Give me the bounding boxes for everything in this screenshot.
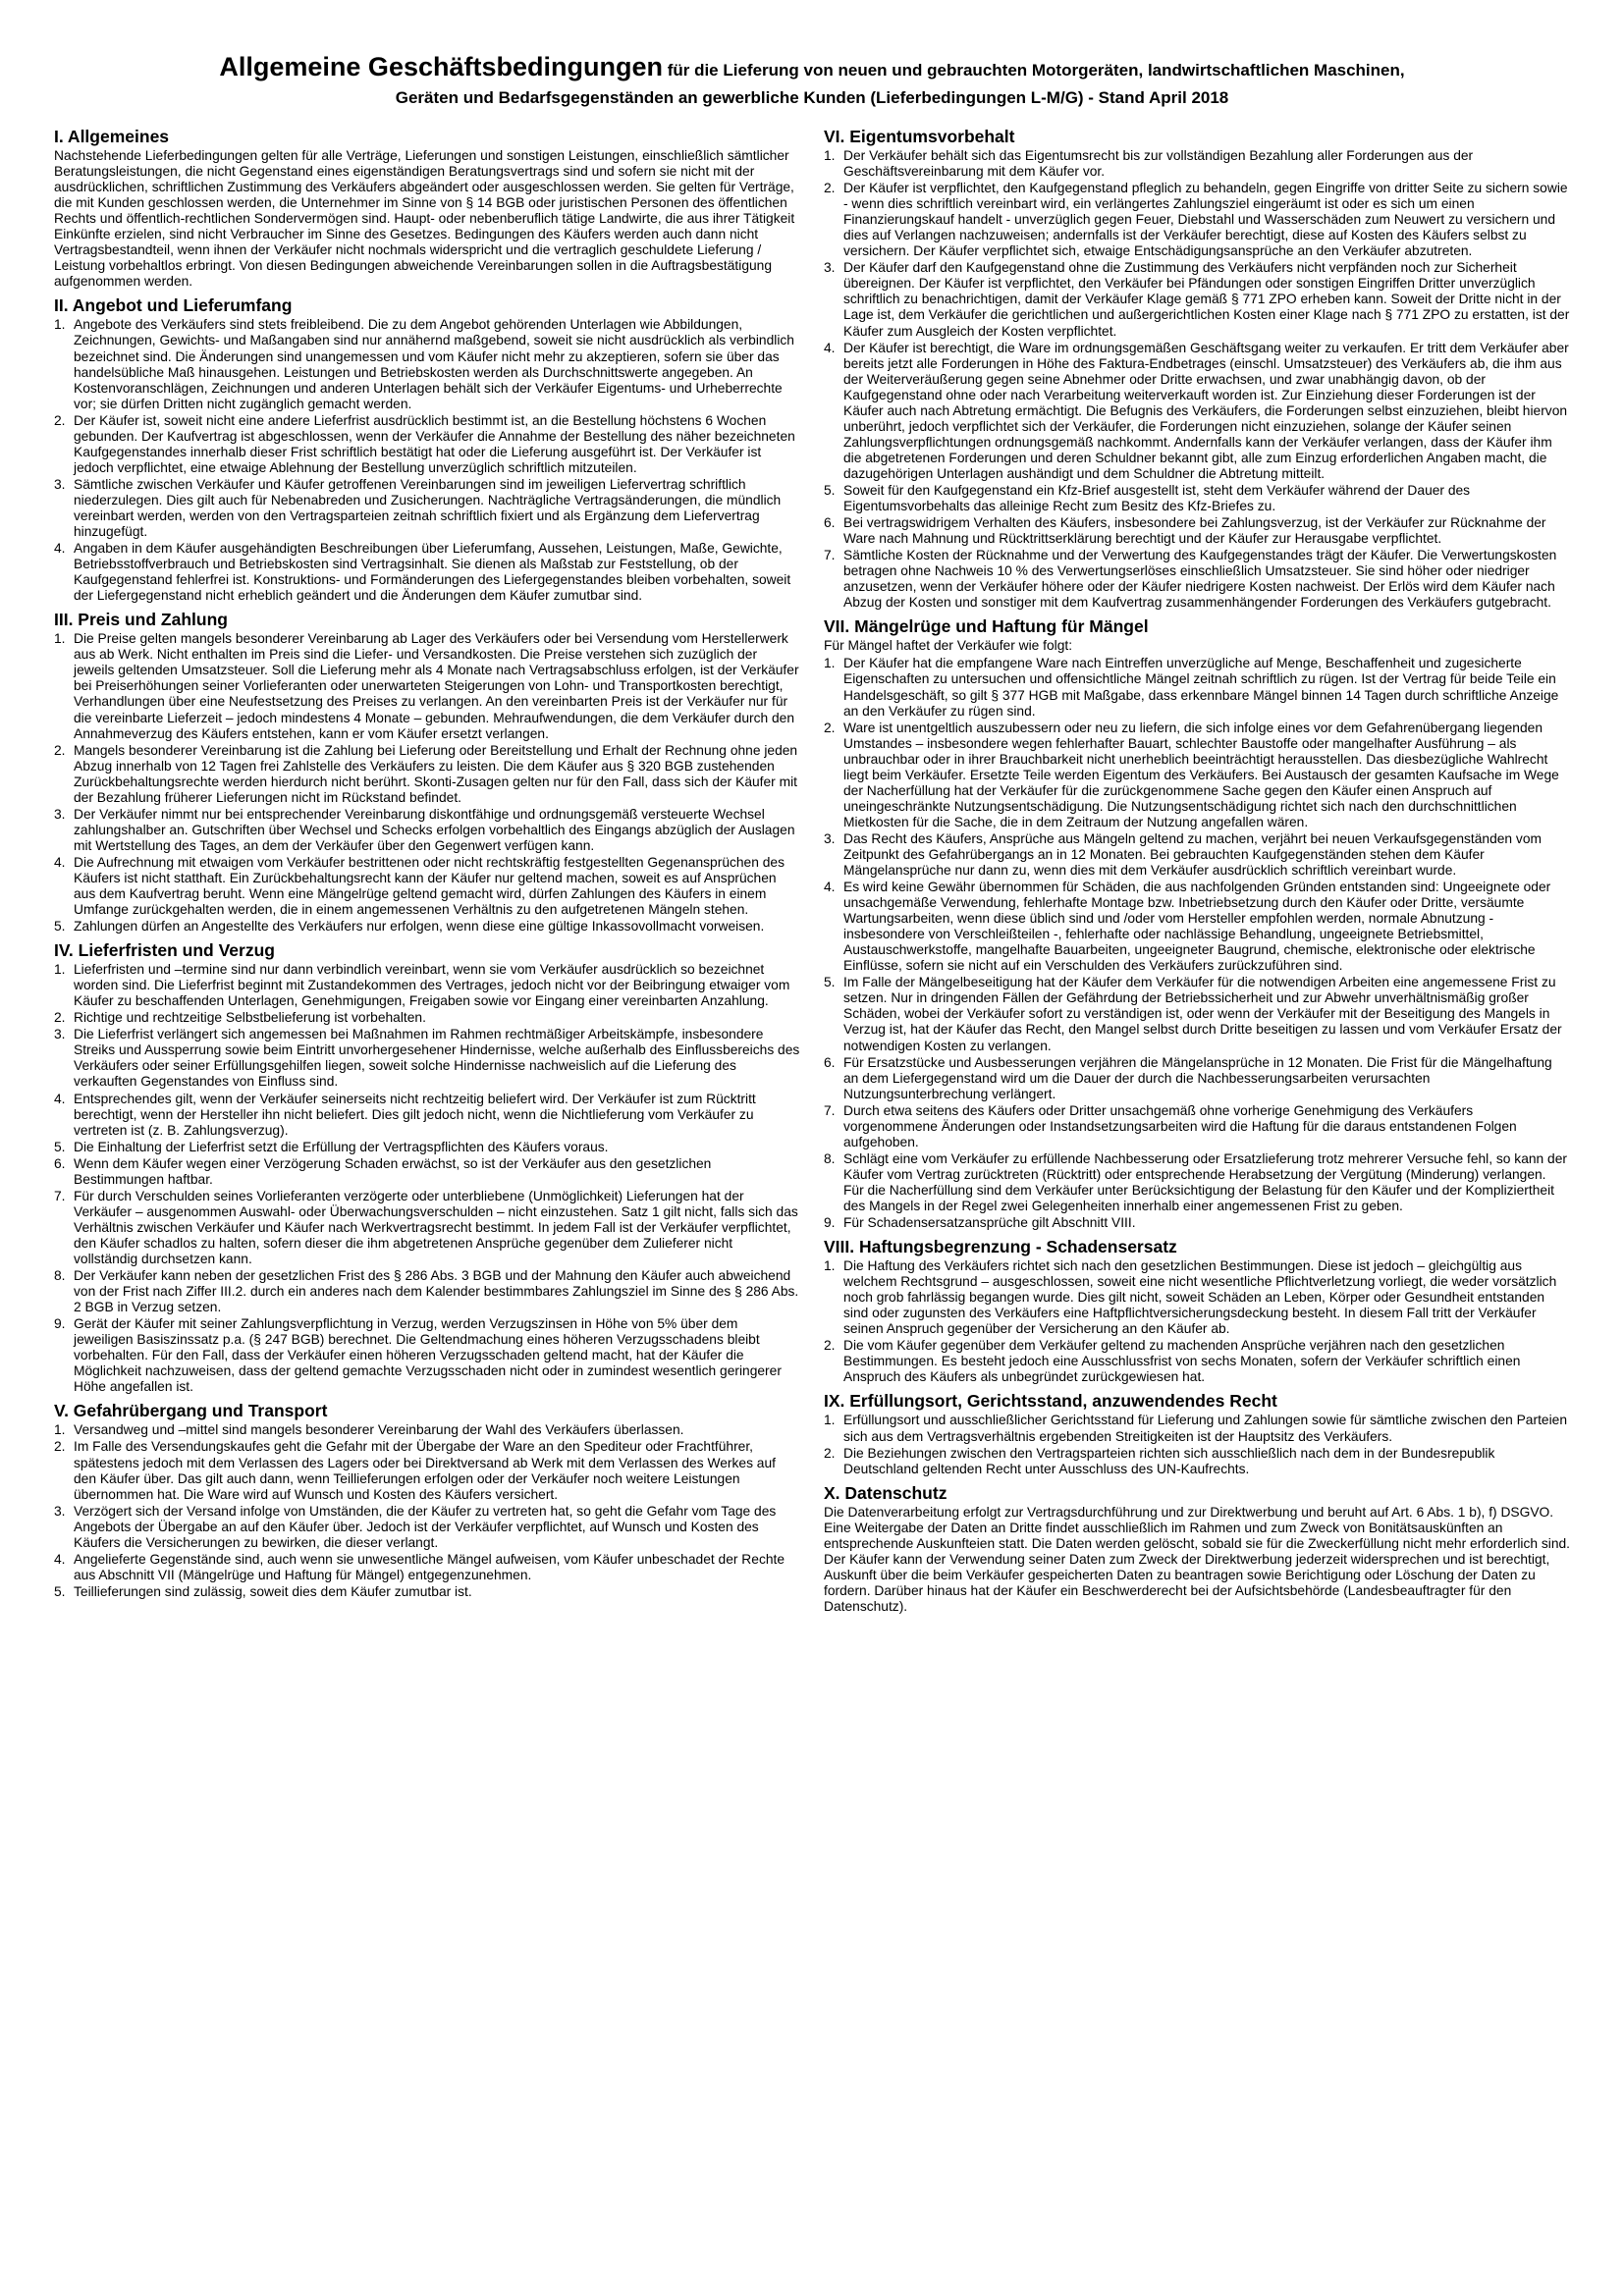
clause-text: Die Preise gelten mangels besonderer Vereinbarung ab Lager des Verkäufers oder bei Versendung vom Herstellerwerk aus ab Werk. Nicht enthalten im Preis sind die Liefer- und Versandkosten. Die Preise verstehen sich zuzüglich der jeweils geltenden Umsatzsteuer. Soll die Lieferung mehr als 4 Monate nach Vertragsabschluss erfolgen, ist der Verkäufer bei Preiserhöhungen seiner Vorlieferanten oder unerwarteten Steigerungen von Lohn- und Transportkosten berechtigt, Verhandlungen über eine Neufestsetzung des Preises zu verlangen. An den vereinbarten Preis ist der Verkäufer nur für die vereinbarte Lieferzeit – jedoch mindestens 4 Monate – gebunden. Mehraufwendungen, die dem Verkäufer durch den Annahmeverzug des Käufers entstehen, kann er vom Käufer ersetzt verlangen. <box>74 631 799 741</box>
clause-text: Der Verkäufer kann neben der gesetzlichen Frist des § 286 Abs. 3 BGB und der Mahnung den Käufer auch abweichend von der Frist nach Ziffer III.2. durch ein anderes nach dem Kalender bestimmbares Zahlungsziel im Sinne des § 286 Abs. 2 BGB in Verzug setzen. <box>74 1268 799 1315</box>
right-column <box>824 121 1570 1617</box>
clause-text: Der Käufer ist, soweit nicht eine andere Lieferfrist ausdrücklich bestimmt ist, an die Bestellung höchstens 6 Wochen gebunden. Der Kaufvertrag ist abgeschlossen, wenn der Verkäufer die Annahme der Bestellung des näher bezeichneten Kaufgegenstandes innerhalb dieser Frist schriftlich bestätigt hat oder die Lieferung ausgeführt ist. Der Verkäufer ist jedoch verpflichtet, eine etwaige Ablehnung der Bestellung unverzüglich schriftlich mitzuteilen. <box>74 412 795 475</box>
clause-number: 2. <box>824 181 836 196</box>
clause-item <box>824 548 1570 611</box>
clause-text: Für Schadensersatzansprüche gilt Abschnitt VIII. <box>843 1215 1136 1231</box>
clause-item <box>824 975 1570 1053</box>
clause-number: 2. <box>54 412 66 428</box>
clause-text: Richtige und rechtzeitige Selbstbelieferung ist vorbehalten. <box>74 1010 426 1026</box>
section-3 <box>54 610 800 934</box>
clause-number: 3. <box>54 1503 66 1519</box>
clause-number: 9. <box>54 1316 66 1332</box>
clause-item <box>54 1092 800 1139</box>
clause-item <box>54 807 800 854</box>
clause-number: 2. <box>54 1010 66 1026</box>
clause-number: 4. <box>54 1551 66 1567</box>
clause-item <box>824 1338 1570 1385</box>
clause-item <box>54 477 800 540</box>
section-7 <box>824 616 1570 1231</box>
clause-item <box>54 1316 800 1395</box>
clause-text: Der Käufer darf den Kaufgegenstand ohne die Zustimmung des Verkäufers nicht verpfänden noch zur Sicherheit übereignen. Der Käufer ist verpflichtet, den Verkäufer bei Pfändungen oder sonstigen Eingriffen Dritter unverzüglich schriftlich zu benachrichtigen, damit der Verkäufer Klage gemäß § 771 ZPO erheben kann. Soweit der Dritte nicht in der Lage ist, dem Verkäufer die gerichtlichen und außergerichtlichen Kosten einer Klage nach § 771 ZPO zu erstatten, ist der Käufer zum Ausgleich der Kosten verpflichtet. <box>843 260 1570 339</box>
clause-item <box>54 919 800 934</box>
clause-item <box>824 1413 1570 1444</box>
clause-list <box>54 631 800 934</box>
clause-text: Bei vertragswidrigem Verhalten des Käufers, insbesondere bei Zahlungsverzug, ist der Verkäufer zur Rücknahme der Ware nach Mahnung und Rücktrittserklärung berechtigt und der Käufer zur Herausgabe verpflichtet. <box>843 515 1546 547</box>
clause-text: Sämtliche Kosten der Rücknahme und der Verwertung des Kaufgegenstandes trägt der Käufer. Die Verwertungskosten betragen ohne Nachweis 10 % des Verwertungserlöses einschließlich Umsatzsteuer. Sie sind höher oder niedriger anzusetzen, wenn der Verkäufer höhere oder der Käufer niedrigere Kosten nachweist. Der Erlös wird dem Käufer nach Abzug der Kosten und sonstiger mit dem Kaufvertrag zusammenhängender Forderungen des Verkäufers gutgebracht. <box>843 548 1557 611</box>
clause-text: Das Recht des Käufers, Ansprüche aus Mängeln geltend zu machen, verjährt bei neuen Verkaufsgegenständen vom Zeitpunkt des Gefahrübergangs an in 12 Monaten. Bei gebrauchten Kaufgegenständen stehen dem Käufer Mängelansprüche nur dann zu, wenn dies mit dem Verkäufer ausdrücklich schriftlich vereinbart wurde. <box>843 830 1542 879</box>
document-title: Allgemeine Geschäftsbedingungen <box>219 54 663 81</box>
clause-text: Erfüllungsort und ausschließlicher Gerichtsstand für Lieferung und Zahlungen sowie für sämtliche zwischen den Parteien sich aus dem Vertragsverhältnis ergebenden Streitigkeiten ist der Hauptsitz des Verkäufers. <box>843 1413 1567 1444</box>
section-6 <box>824 127 1570 611</box>
clause-number: 5. <box>54 1583 66 1599</box>
clause-number: 2. <box>824 720 836 735</box>
clause-text: Im Falle der Mängelbeseitigung hat der Käufer dem Verkäufer für die notwendigen Arbeiten eine angemessene Frist zu setzen. Nur in dringenden Fällen der Gefährdung der Betriebssicherheit und zur Abwehr unverhältnismäßig großer Schäden, wobei der Verkäufer sofort zu verständigen ist, oder wenn der Verkäufer mit der Beseitigung des Mangels in Verzug ist, hat der Käufer das Recht, den Mangel selbst durch Dritte beseitigen zu lassen und vom Verkäufer Ersatz der notwendigen Kosten zu verlangen. <box>843 975 1562 1053</box>
clause-number: 2. <box>824 1338 836 1354</box>
section-8 <box>824 1237 1570 1385</box>
clause-number: 1. <box>824 656 836 671</box>
clause-number: 3. <box>824 830 836 846</box>
clause-number: 4. <box>824 880 836 895</box>
document-title-continuation: für die Lieferung von neuen und gebrauchten Motorgeräten, landwirtschaftlichen Maschinen, <box>662 61 1405 80</box>
clause-number: 3. <box>54 806 66 822</box>
clause-list <box>54 317 800 604</box>
clause-item <box>824 1151 1570 1214</box>
section-heading: II. Angebot und Lieferumfang <box>54 295 293 316</box>
clause-text: Die Lieferfrist verlängert sich angemessen bei Maßnahmen im Rahmen rechtmäßiger Arbeitskämpfe, insbesondere Streiks und Aussperrung sowie beim Eintritt unvorhergesehener Hindernisse, welche außerhalb des Einflussbereichs des Verkäufers oder seiner Erfüllungsgehilfen liegen, soweit solche Hindernisse nachweislich auf die Lieferung des verkauften Gegenstandes von Einfluss sind. <box>74 1027 800 1090</box>
clause-text: Soweit für den Kaufgegenstand ein Kfz-Brief ausgestellt ist, steht dem Verkäufer während der Dauer des Eigentumsvorbehalts das alleinige Recht zum Besitz des Kfz-Briefes zu. <box>843 482 1471 514</box>
clause-number: 3. <box>54 1027 66 1042</box>
section-intro: Nachstehende Lieferbedingungen gelten für alle Verträge, Lieferungen und sonstigen Leistungen, einschließlich sämtlicher Beratungsleistungen, die nicht Gegenstand eines eigenständigen Beratungsvertrags sind und sofern sie nicht mit der ausdrücklichen, schriftlichen Zustimmung des Verkäufers abgeändert oder ausgeschlossen werden. Sie gelten für Verträge, die mit Kunden geschlossen werden, die Unternehmer im Sinne von § 14 BGB oder juristischen Personen des öffentlichen Rechts und öffentlich-rechtlichen Sondervermögen sind. Haupt- oder nebenberuflich tätige Landwirte, die aus ihrer Tätigkeit Einkünfte erzielen, sind nicht Verbraucher im Sinne des Gesetzes. Bedingungen des Käufers werden auch dann nicht Vertragsbestandteil, wenn ihnen der Verkäufer nicht nochmals widerspricht und die vertraglich geschuldete Lieferung / Leistung vorbehaltlos erbringt. Von diesen Bedingungen abweichende Vereinbarungen sollen in die Auftragsbestätigung aufgenommen werden. <box>54 148 795 290</box>
clause-text: Der Käufer ist verpflichtet, den Kaufgegenstand pfleglich zu behandeln, gegen Eingriffe von dritter Seite zu sichern sowie - wenn dies schriftlich vereinbart wird, ein verlängertes Zahlungsziel eingeräumt ist oder es sich um einen Finanzierungskauf handelt - unverzüglich gegen Feuer, Diebstahl und Wasserschäden zum Neuwert zu versichern und dies auf Verlangen nachzuweisen; andernfalls ist der Verkäufer berechtigt, diese auf Kosten des Käufers selbst zu versichern. Der Käufer verpflichtet sich, etwaige Entschädigungsansprüche an den Verkäufer abzutreten. <box>843 181 1568 259</box>
clause-item <box>824 515 1570 547</box>
clause-item <box>824 1446 1570 1477</box>
clause-number: 2. <box>824 1445 836 1461</box>
clause-item <box>54 962 800 1009</box>
clause-text: Sämtliche zwischen Verkäufer und Käufer getroffenen Vereinbarungen sind im jeweiligen Liefervertrag schriftlich niederzulegen. Dies gilt auch für Nebenabreden und Zusicherungen. Nachträgliche Vertragsänderungen, die mündlich vereinbart werden, werden von den Vertragsparteien zeitnah schriftlich fixiert und als Ergänzung dem Liefervertrag hinzugefügt. <box>74 476 782 540</box>
section-heading: I. Allgemeines <box>54 127 170 146</box>
clause-item <box>54 1422 800 1438</box>
clause-item <box>54 1439 800 1502</box>
section-intro: Die Datenverarbeitung erfolgt zur Vertragsdurchführung und zur Direktwerbung und beruht auf Art. 6 Abs. 1 b), f) DSGVO. Eine Weitergabe der Daten an Dritte findet ausschließlich im Rahmen und zum Zweck von Bonitätsauskünften an entsprechende Auskunfteien statt. Die Daten werden gelöscht, sobald sie für die Zweckerfüllung nicht mehr erforderlich sind. Der Käufer kann der Verwendung seiner Daten zum Zweck der Direktwerbung jederzeit widersprechen und ist berechtigt, Auskunft über die beim Verkäufer gespeicherten Daten zu beantragen sowie Berichtigung oder Löschung der Daten zu fordern. Darüber hinaus hat der Käufer ein Beschwerderecht bei der Aufsichtsbehörde (Landesbeauftragter für den Datenschutz). <box>824 1504 1570 1614</box>
clause-item <box>54 855 800 918</box>
clause-list <box>54 1422 800 1600</box>
clause-number: 2. <box>54 1439 66 1455</box>
clause-number: 4. <box>54 541 66 557</box>
clause-item <box>54 413 800 476</box>
clause-list <box>54 962 800 1395</box>
clause-number: 7. <box>824 548 836 563</box>
clause-text: Die Aufrechnung mit etwaigen vom Verkäufer bestrittenen oder nicht rechtskräftig festgestellten Gegenansprüchen des Käufers ist nicht statthaft. Ein Zurückbehaltungsrecht kann der Käufer nur geltend machen, soweit es auf Ansprüchen aus dem Kaufvertrag beruht. Wenn eine Mängelrüge geltend gemacht wird, dürfen Zahlungen des Käufers in einem Umfange zurückgehalten werden, die in einem angemessenen Verhältnis zu den aufgetretenen Mängeln stehen. <box>74 854 785 918</box>
clause-item <box>824 880 1570 974</box>
clause-item <box>54 541 800 604</box>
clause-item <box>824 1258 1570 1337</box>
clause-item <box>54 1584 800 1600</box>
clause-item <box>824 181 1570 259</box>
clause-text: Lieferfristen und –termine sind nur dann verbindlich vereinbart, wenn sie vom Verkäufer ausdrücklich so bezeichnet worden sind. Die Lieferfrist beginnt mit Zustandekommen des Vertrages, jedoch nicht vor der Beibringung etwaiger vom Käufer zu beschaffenden Unterlagen, Genehmigungen, Freigaben sowie vor Eingang einer vereinbarten Anzahlung. <box>74 962 790 1009</box>
clause-number: 5. <box>824 975 836 990</box>
clause-item <box>824 341 1570 482</box>
clause-text: Mangels besonderer Vereinbarung ist die Zahlung bei Lieferung oder Bereitstellung und Erhalt der Rechnung ohne jeden Abzug innerhalb von 12 Tagen frei Zahlstelle des Verkäufers zu leisten. Die dem Käufer aus § 320 BGB zustehenden Zurückbehaltungsrechte werden hierdurch nicht berührt. Skonti-Zusagen gelten nur für den Fall, dass sich der Käufer mit der Bezahlung früherer Lieferungen nicht im Rückstand befindet. <box>74 742 798 805</box>
clause-text: Zahlungen dürfen an Angestellte des Verkäufers nur erfolgen, wenn diese eine gültige Inkassovollmacht vorweisen. <box>74 919 765 934</box>
clause-number: 1. <box>54 962 66 978</box>
clause-number: 1. <box>824 1413 836 1428</box>
section-heading: X. Datenschutz <box>824 1482 947 1503</box>
document-page <box>54 54 1570 2263</box>
clause-text: Entsprechendes gilt, wenn der Verkäufer seinerseits nicht rechtzeitig beliefert wird. Der Verkäufer ist zum Rücktritt berechtigt, wenn der Hersteller ihn nicht beliefert. Dies gilt jedoch nicht, wenn die Nichtlieferung vom Verkäufer zu vertreten ist (z. B. Zahlungsverzug). <box>74 1091 756 1138</box>
clause-text: Für Ersatzstücke und Ausbesserungen verjähren die Mängelansprüche in 12 Monaten. Die Frist für die Mängelhaftung an dem Liefergegenstand wird um die Dauer der durch die Nachbesserungsarbeiten verursachten Nutzungsunterbrechung verlängert. <box>843 1054 1552 1101</box>
clause-text: Der Käufer ist berechtigt, die Ware im ordnungsgemäßen Geschäftsgang weiter zu verkaufen. Er tritt dem Verkäufer aber bereits jetzt alle Forderungen in Höhe des Faktura-Endbetrages (einschl. Umsatzsteuer) des Verkäufers ab, die ihm aus der Weiterveräußerung gegen seine Abnehmer oder Dritte erwachsen, und zwar unabhängig davon, ob der Kaufgegenstand ohne oder nach Verarbeitung weiterverkauft worden ist. Zur Einziehung dieser Forderungen ist der Käufer auch nach Abtretung ermächtigt. Die Befugnis des Verkäufers, die Forderungen selbst einzuziehen, bleibt hiervon unberührt, jedoch verpflichtet sich der Verkäufer, die Forderungen nicht einzuziehen, solange der Käufer seinen Zahlungsverpflichtungen ordnungsgemäß nachkommt. Andernfalls kann der Verkäufer verlangen, dass der Käufer ihm die abgetretenen Forderungen und deren Schuldner bekannt gibt, alle zum Einzug erforderlichen Angaben macht, die dazugehörigen Unterlagen aushändigt und dem Schuldner die Abtretung mitteilt. <box>843 340 1569 481</box>
clause-list <box>824 148 1570 611</box>
clause-item <box>54 1156 800 1188</box>
clause-number: 1. <box>824 148 836 163</box>
clause-item <box>824 483 1570 514</box>
clause-text: Der Verkäufer behält sich das Eigentumsrecht bis zur vollständigen Bezahlung aller Forderungen aus der Geschäftsvereinbarung mit dem Käufer vor. <box>843 148 1474 180</box>
clause-text: Ware ist unentgeltlich auszubessern oder neu zu liefern, die sich infolge eines vor dem Gefahrenübergang liegenden Umstandes – insbesondere wegen fehlerhafter Bauart, schlechter Baustoffe oder mangelhafter Ausführung – als unbrauchbar oder in ihrer Brauchbarkeit nicht unerheblich beeinträchtigt herausstellen. Das diesbezügliche Wahlrecht liegt beim Verkäufer. Ersetzte Teile werden Eigentum des Verkäufers. Bei Austausch der gesamten Kaufsache im Wege der Nacherfüllung hat der Verkäufer für die zurückgenommene Sache gegen den Käufer einen Anspruch auf uneingeschränkte Nutzungsentschädigung. Die Nutzungsentschädigung richtet sich nach den durchschnittlichen Mietkosten für die Sache, die in dem Zeitraum der Nutzung angefallen wären. <box>843 720 1559 829</box>
section-heading: IV. Lieferfristen und Verzug <box>54 940 275 961</box>
clause-text: Es wird keine Gewähr übernommen für Schäden, die aus nachfolgenden Gründen entstanden sind: Ungeeignete oder unsachgemäße Verwendung, fehlerhafte Montage bzw. Inbetriebsetzung durch den Käufer oder Dritte, versäumte Wartungsarbeiten, wenn diese üblich sind und /oder vom Hersteller empfohlen werden, normale Abnutzung - insbesondere von Verschleißteilen -, fehlerhafte oder nachlässige Behandlung, ungeeignete Betriebsmittel, Austauschwerkstoffe, mangelhafte Bauarbeiten, ungeeigneter Baugrund, chemische, elektronische oder elektrische Einflüsse, sofern sie nicht auf ein Verschulden des Verkäufers zurückzuführen sind. <box>843 880 1551 974</box>
clause-number: 6. <box>824 1054 836 1070</box>
section-heading: VIII. Haftungsbegrenzung - Schadensersatz <box>824 1237 1177 1257</box>
clause-text: Die Einhaltung der Lieferfrist setzt die Erfüllung der Vertragspflichten des Käufers voraus. <box>74 1139 609 1154</box>
clause-number: 8. <box>824 1150 836 1166</box>
clause-number: 2. <box>54 742 66 758</box>
clause-number: 5. <box>54 919 66 934</box>
clause-text: Der Verkäufer nimmt nur bei entsprechender Vereinbarung diskontfähige und ordnungsgemäß versteuerte Wechsel zahlungshalber an. Gutschriften über Wechsel und Schecks erfolgen vorbehaltlich des Eingangs abzüglich der Auslagen mit Wertstellung des Tages, an dem der Verkäufer über den Gegenwert verfügen kann. <box>74 806 795 853</box>
section-2 <box>54 295 800 604</box>
section-heading: III. Preis und Zahlung <box>54 610 228 630</box>
section-intro: Für Mängel haftet der Verkäufer wie folgt: <box>824 638 1073 654</box>
clause-text: Teillieferungen sind zulässig, soweit dies dem Käufer zumutbar ist. <box>74 1583 472 1599</box>
clause-number: 4. <box>824 340 836 355</box>
clause-item <box>824 831 1570 879</box>
clause-number: 3. <box>54 476 66 492</box>
clause-text: Angaben in dem Käufer ausgehändigten Beschreibungen über Lieferumfang, Aussehen, Leistungen, Maße, Gewichte, Betriebsstoffverbrauch und Betriebskosten sind Vertragsinhalt. Sie dienen als Maßstab zur Feststellung, ob der Kaufgegenstand fehlerfrei ist. Konstruktions- und Formänderungen des Liefergegenstandes bleiben vorbehalten, soweit der Liefergegenstand nicht erheblich geändert und die Änderungen dem Käufer zumutbar sind. <box>74 541 791 604</box>
document-header <box>54 54 1570 111</box>
clause-item <box>824 260 1570 339</box>
section-1 <box>54 127 800 290</box>
clause-number: 8. <box>54 1268 66 1284</box>
clause-item <box>54 1268 800 1315</box>
clause-number: 7. <box>54 1188 66 1203</box>
clause-item <box>824 656 1570 719</box>
clause-number: 6. <box>54 1155 66 1171</box>
clause-item <box>54 1027 800 1090</box>
clause-text: Angelieferte Gegenstände sind, auch wenn sie unwesentliche Mängel aufweisen, vom Käufer unbeschadet der Rechte aus Abschnitt VII (Mängelrüge und Haftung für Mängel) entgegenzunehmen. <box>74 1551 785 1582</box>
clause-text: Die vom Käufer gegenüber dem Verkäufer geltend zu machenden Ansprüche verjähren nach den gesetzlichen Bestimmungen. Es besteht jedoch eine Ausschlussfrist von sechs Monaten, sofern der Verkäufer schriftlich einen Anspruch des Käufers als unbegründet zurückgewiesen hat. <box>843 1338 1521 1385</box>
document-subtitle: Geräten und Bedarfsgegenständen an gewerbliche Kunden (Lieferbedingungen L-M/G) - Stand April 2018 <box>395 88 1229 107</box>
clause-item <box>54 1504 800 1551</box>
clause-text: Durch etwa seitens des Käufers oder Dritter unsachgemäß ohne vorherige Genehmigung des Verkäufers vorgenommene Änderungen oder Instandsetzungsarbeiten wird die Haftung für die daraus entstandenen Folgen aufgehoben. <box>843 1102 1517 1149</box>
clause-item <box>54 1140 800 1155</box>
clause-text: Der Käufer hat die empfangene Ware nach Eintreffen unverzügliche auf Menge, Beschaffenheit und zugesicherte Eigenschaften zu untersuchen und offensichtliche Mängel zeitnah schriftlich zu rügen. Ist der Vertrag für beide Teile ein Handelsgeschäft, so gilt § 377 HGB mit Maßgabe, dass erkennbare Mängel binnen 14 Tagen durch schriftliche Anzeige an den Verkäufer zu rügen sind. <box>843 656 1559 719</box>
section-5 <box>54 1401 800 1600</box>
clause-number: 7. <box>824 1102 836 1118</box>
clause-text: Verzögert sich der Versand infolge von Umständen, die der Käufer zu vertreten hat, so geht die Gefahr vom Tage des Angebots der Übergabe an auf den Käufer über. Jedoch ist der Verkäufer verpflichtet, auf Wunsch und Kosten des Käufers die Versicherungen zu bewirken, die dieser verlangt. <box>74 1503 777 1550</box>
clause-item <box>54 631 800 741</box>
clause-item <box>824 148 1570 180</box>
clause-number: 1. <box>54 317 66 333</box>
clause-number: 1. <box>824 1258 836 1274</box>
clause-item <box>824 1103 1570 1150</box>
clause-number: 4. <box>54 1091 66 1106</box>
clause-number: 4. <box>54 854 66 870</box>
section-heading: VII. Mängelrüge und Haftung für Mängel <box>824 616 1149 637</box>
clause-text: Die Beziehungen zwischen den Vertragsparteien richten sich ausschließlich nach dem in der Bundesrepublik Deutschland geltenden Recht unter Ausschluss des UN-Kaufrechts. <box>843 1445 1495 1476</box>
clause-text: Versandweg und –mittel sind mangels besonderer Vereinbarung der Wahl des Verkäufers überlassen. <box>74 1422 684 1438</box>
left-column <box>54 121 800 1617</box>
clause-list <box>824 656 1570 1231</box>
section-heading: IX. Erfüllungsort, Gerichtsstand, anzuwendendes Recht <box>824 1391 1277 1412</box>
clause-item <box>824 1215 1570 1231</box>
clause-list <box>824 1258 1570 1385</box>
clause-item <box>54 1189 800 1267</box>
clause-number: 6. <box>824 515 836 531</box>
clause-text: Für durch Verschulden seines Vorlieferanten verzögerte oder unterbliebene (Unmöglichkeit) Lieferungen hat der Verkäufer – ausgenommen Auswahl- oder Überwachungsverschulden – nicht einzustehen. Satz 1 gilt nicht, falls sich das Verhältnis zwischen Verkäufer und Käufer nach Werkvertragsrecht bestimmt. In jedem Fall ist der Verkäufer verpflichtet, den Käufer schadlos zu halten, sofern dieser die ihm abgetretenen Ansprüche gegenüber dem Zulieferer nicht vollständig durchsetzen kann. <box>74 1188 798 1266</box>
clause-item <box>824 721 1570 830</box>
clause-item <box>54 743 800 806</box>
clause-number: 5. <box>824 482 836 498</box>
clause-number: 1. <box>54 631 66 647</box>
clause-text: Gerät der Käufer mit seiner Zahlungsverpflichtung in Verzug, werden Verzugszinsen in Höhe von 5% über dem jeweiligen Basiszinssatz p.a. (§ 247 BGB) berechnet. Die Geltendmachung eines höheren Verzugsschadens bleibt vorbehalten. Für den Fall, dass der Verkäufer einen höheren Verzugsschaden geltend macht, hat der Käufer die Möglichkeit nachzuweisen, dass der geltend gemachte Verzugsschaden nicht oder in zumindest wesentlich geringerer Höhe angefallen ist. <box>74 1316 782 1395</box>
section-9 <box>824 1391 1570 1476</box>
clause-text: Angebote des Verkäufers sind stets freibleibend. Die zu dem Angebot gehörenden Unterlagen wie Abbildungen, Zeichnungen, Gewichts- und Maßangaben sind nur annähernd maßgebend, soweit sie nicht ausdrücklich als verbindlich bezeichnet sind. Die Änderungen sind unangemessen und vom Käufer nicht mehr zu akzeptieren, sofern sie über das handelsübliche Maß hinausgehen. Leistungen und Betriebskosten werden als Durchschnittswerte angegeben. An Kostenvoranschlägen, Zeichnungen und anderen Unterlagen behält sich der Verkäufer Eigentums- und Urheberrechte vor; sie dürfen Dritten nicht zugänglich gemacht werden. <box>74 317 794 411</box>
clause-item <box>54 1552 800 1583</box>
clause-list <box>824 1413 1570 1476</box>
clause-number: 9. <box>824 1215 836 1231</box>
clause-text: Wenn dem Käufer wegen einer Verzögerung Schaden erwächst, so ist der Verkäufer aus den gesetzlichen Bestimmungen haftbar. <box>74 1155 712 1187</box>
section-heading: VI. Eigentumsvorbehalt <box>824 127 1015 146</box>
columns <box>54 121 1570 1617</box>
clause-item <box>54 317 800 411</box>
clause-text: Im Falle des Versendungskaufes geht die Gefahr mit der Übergabe der Ware an den Spediteur oder Frachtführer, spätestens jedoch mit dem Verlassen des Lagers oder bei Direktversand ab Werk mit dem Verlassen des Werkes auf den Käufer über. Das gilt auch dann, wenn Teillieferungen erfolgen oder der Verkäufer noch weitere Leistungen übernommen hat. Die Ware wird auf Wunsch und Kosten des Käufers versichert. <box>74 1439 776 1502</box>
clause-text: Schlägt eine vom Verkäufer zu erfüllende Nachbesserung oder Ersatzlieferung trotz mehrerer Versuche fehl, so kann der Käufer vom Vertrag zurücktreten (Rücktritt) oder entsprechende Herabsetzung der Vergütung (Minderung) verlangen. Für die Nacherfüllung sind dem Verkäufer unter Berücksichtigung der Belastung für den Käufer und der Kompliziertheit des Mangels in der Regel zwei Gelegenheiten innerhalb einer angemessenen Frist zu geben. <box>843 1150 1568 1213</box>
section-10 <box>824 1483 1570 1615</box>
clause-number: 5. <box>54 1139 66 1154</box>
clause-item <box>54 1010 800 1026</box>
clause-item <box>824 1055 1570 1102</box>
clause-text: Die Haftung des Verkäufers richtet sich nach den gesetzlichen Bestimmungen. Diese ist jedoch – gleichgültig aus welchem Rechtsgrund – ausgeschlossen, soweit eine nicht wesentliche Pflichtverletzung vorliegt, die weder vorsätzlich noch grob fahrlässig begangen wurde. Dies gilt nicht, soweit Schäden an Leben, Körper oder Gesundheit entstanden sind oder zugunsten des Verkäufers eine Haftpflichtversicherungsdeckung besteht. In diesem Fall tritt der Verkäufer seinen Anspruch gegenüber der Versicherung an den Käufer ab. <box>843 1258 1557 1337</box>
section-heading: V. Gefahrübergang und Transport <box>54 1401 328 1421</box>
clause-number: 3. <box>824 260 836 276</box>
clause-number: 1. <box>54 1422 66 1438</box>
section-4 <box>54 940 800 1395</box>
